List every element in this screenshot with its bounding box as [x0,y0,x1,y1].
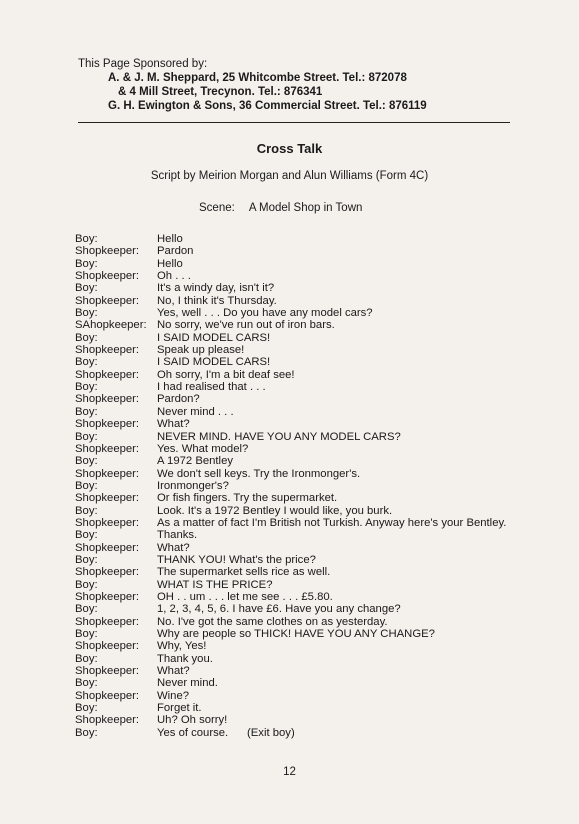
dialogue-line [75,640,515,652]
dialogue-line [75,245,515,257]
dialogue-line [75,369,515,381]
dialogue-line [75,554,515,566]
line-text: The supermarket sells rice as well. [157,566,331,579]
dialogue-line [75,344,515,356]
dialogue-line [75,517,515,529]
dialogue-line [75,480,515,492]
speaker: Boy: [75,578,98,591]
speaker: Shopkeeper: [75,393,140,406]
dialogue-line [75,332,515,344]
speaker: Shopkeeper: [75,344,140,357]
line-text: THANK YOU! What's the price? [157,553,316,566]
line-text: Uh? Oh sorry! [157,714,228,727]
dialogue-line [75,677,515,689]
line-text: Ironmonger's? [157,479,229,492]
speaker: Boy: [75,381,98,394]
dialogue-line [75,233,515,245]
line-text: Pardon [157,245,194,258]
dialogue-line [75,381,515,393]
speaker: Shopkeeper: [75,467,140,480]
divider [78,122,510,123]
line-text: As a matter of fact I'm British not Turkish. Anyway here's your Bentley. [157,516,507,529]
speaker: Shopkeeper: [75,541,140,554]
sponsor-block [78,57,427,112]
dialogue-line [75,579,515,591]
sponsor-line-3: G. H. Ewington & Sons, 36 Commercial Street. Tel.: 876119 [108,100,427,112]
line-text: Look. It's a 1972 Bentley I would like, you burk. [157,504,393,517]
dialogue-line [75,258,515,270]
scene-line [199,202,362,214]
dialogue-line [75,603,515,615]
page-number: 12 [283,766,296,778]
speaker: Boy: [75,504,98,517]
speaker: Shopkeeper: [75,368,140,381]
line-text: Forget it. [157,702,202,715]
speaker: Boy: [75,356,98,369]
dialogue-line [75,406,515,418]
speaker: SAhopkeeper: [75,319,147,332]
line-text: OH . . um . . . let me see . . . £5.80. [157,590,333,603]
speaker: Boy: [75,652,98,665]
line-text: I SAID MODEL CARS! [157,331,271,344]
dialogue-line [75,307,515,319]
dialogue-line [75,455,515,467]
speaker: Boy: [75,257,98,270]
dialogue-line [75,282,515,294]
line-text: What? [157,418,190,431]
dialogue-line [75,591,515,603]
sponsor-line-2: & 4 Mill Street, Trecynon. Tel.: 876341 [118,86,323,98]
line-text: WHAT IS THE PRICE? [157,578,273,591]
speaker: Boy: [75,702,98,715]
speaker: Shopkeeper: [75,665,140,678]
speaker: Shopkeeper: [75,442,140,455]
speaker: Shopkeeper: [75,516,140,529]
dialogue-line [75,505,515,517]
dialogue-line [75,492,515,504]
dialogue-line [75,431,515,443]
line-text: Pardon? [157,393,200,406]
speaker: Boy: [75,282,98,295]
speaker: Shopkeeper: [75,294,140,307]
dialogue-line [75,356,515,368]
speaker: Boy: [75,726,98,739]
dialogue-line [75,690,515,702]
speaker: Boy: [75,430,98,443]
line-text: NEVER MIND. HAVE YOU ANY MODEL CARS? [157,430,401,443]
speaker: Boy: [75,455,98,468]
line-text: Hello [157,233,183,245]
speaker: Shopkeeper: [75,590,140,603]
line-text: Why, Yes! [157,640,207,653]
line-text: Oh sorry, I'm a bit deaf see! [157,368,295,381]
line-text: Yes. What model? [157,442,249,455]
line-text: A 1972 Bentley [157,455,234,468]
speaker: Shopkeeper: [75,714,140,727]
speaker: Boy: [75,479,98,492]
line-text: What? [157,541,190,554]
line-text: What? [157,665,190,678]
line-text: Yes, well . . . Do you have any model cars? [157,307,373,320]
line-text: Never mind . . . [157,405,234,418]
speaker: Boy: [75,529,98,542]
dialogue-line [75,665,515,677]
dialogue-line [75,727,515,739]
dialogue [75,233,515,739]
dialogue-line [75,443,515,455]
line-text: No sorry, we've run out of iron bars. [157,319,335,332]
line-text: Or fish fingers. Try the supermarket. [157,492,338,505]
line-text: Thank you. [157,652,213,665]
dialogue-line [75,319,515,331]
line-text: Thanks. [157,529,198,542]
speaker: Shopkeeper: [75,640,140,653]
page-title: Cross Talk [256,141,323,156]
speaker: Shopkeeper: [75,270,140,283]
dialogue-line [75,653,515,665]
line-text: I SAID MODEL CARS! [157,356,271,369]
speaker: Shopkeeper: [75,615,140,628]
line-text: Yes of course. (Exit boy) [157,726,295,739]
speaker: Boy: [75,553,98,566]
dialogue-line [75,270,515,282]
line-text: No. I've got the same clothes on as yesterday. [157,615,388,628]
speaker: Boy: [75,331,98,344]
line-text: Hello [157,257,183,270]
speaker: Boy: [75,603,98,616]
line-text: Oh . . . [157,270,191,283]
line-text: Speak up please! [157,344,245,357]
dialogue-line [75,542,515,554]
dialogue-line [75,418,515,430]
dialogue-line [75,468,515,480]
dialogue-line [75,616,515,628]
dialogue-line [75,702,515,714]
sponsor-heading: This Page Sponsored by: [78,58,208,70]
line-text: It's a windy day, isn't it? [157,282,275,295]
scene-value: A Model Shop in Town [248,202,363,214]
dialogue-line [75,628,515,640]
sponsor-line-1: A. & J. M. Sheppard, 25 Whitcombe Street. Tel.: 872078 [108,72,407,84]
line-text: No, I think it's Thursday. [157,294,277,307]
script-credit: Script by Meirion Morgan and Alun Williams (Form 4C) [150,170,429,182]
scene-label: Scene: [199,202,235,214]
line-text: 1, 2, 3, 4, 5, 6. I have £6. Have you any change? [157,603,401,616]
dialogue-line [75,529,515,541]
dialogue-line [75,295,515,307]
speaker: Boy: [75,307,98,320]
speaker: Boy: [75,233,98,245]
dialogue-line [75,714,515,726]
speaker: Shopkeeper: [75,418,140,431]
speaker: Boy: [75,628,98,640]
line-text: Why are people so THICK! HAVE YOU ANY CHANGE? [157,628,435,640]
speaker: Boy: [75,677,98,690]
line-text: Never mind. [157,677,218,690]
dialogue-line [75,566,515,578]
line-text: Wine? [157,689,190,702]
speaker: Shopkeeper: [75,566,140,579]
speaker: Shopkeeper: [75,492,140,505]
line-text: I had realised that . . . [157,381,266,394]
speaker: Boy: [75,405,98,418]
line-text: We don't sell keys. Try the Ironmonger's. [157,467,361,480]
speaker: Shopkeeper: [75,245,140,258]
dialogue-line [75,393,515,405]
speaker: Shopkeeper: [75,689,140,702]
